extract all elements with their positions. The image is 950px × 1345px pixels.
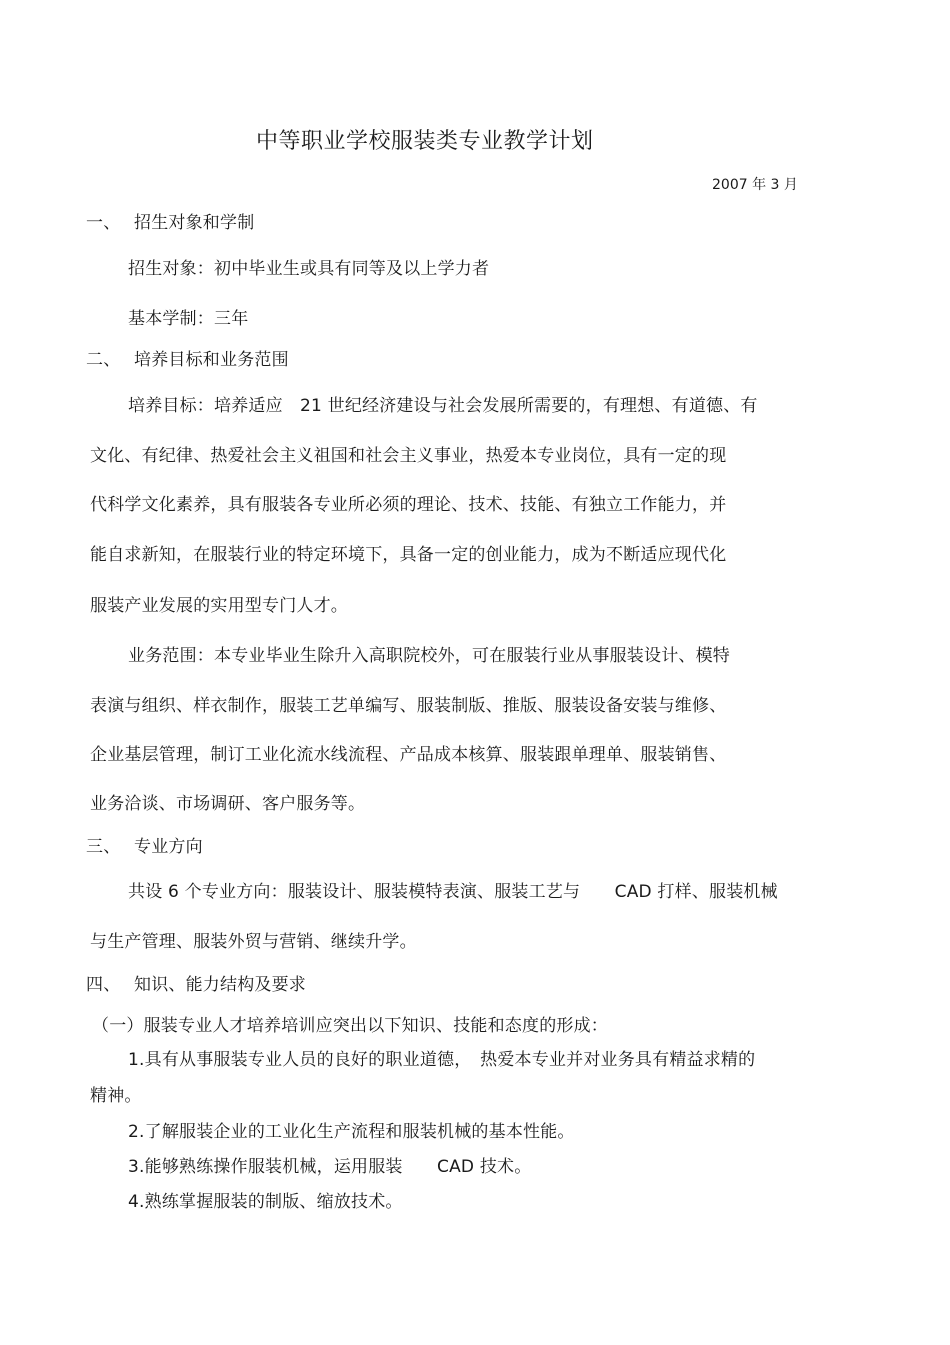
section-1-paragraph: 基本学制：三年 bbox=[128, 309, 249, 329]
section-2-heading: 培养目标和业务范围 bbox=[134, 350, 289, 370]
section-2-scope-line: 业务范围：本专业毕业生除升入高职院校外，可在服装行业从事服装设计、模特 bbox=[128, 646, 730, 666]
section-2-goal-line: 服装产业发展的实用型专门人才。 bbox=[90, 596, 348, 616]
section-3-number: 三、 bbox=[86, 837, 121, 857]
section-2-goal-line: 培养目标：培养适应 21 世纪经济建设与社会发展所需要的，有理想、有道德、有 bbox=[128, 396, 758, 416]
section-3-line: 共设 6 个专业方向：服装设计、服装模特表演、服装工艺与 CAD 打样、服装机械 bbox=[128, 882, 778, 902]
section-2-goal-line: 文化、有纪律、热爱社会主义祖国和社会主义事业，热爱本专业岗位，具有一定的现 bbox=[90, 446, 727, 466]
section-2-goal-line: 代科学文化素养，具有服装各专业所必须的理论、技术、技能、有独立工作能力，并 bbox=[90, 495, 727, 515]
section-4-subheading: （一）服装专业人才培养培训应突出以下知识、技能和态度的形成： bbox=[92, 1016, 608, 1036]
section-4-item: 精神。 bbox=[90, 1086, 142, 1106]
section-4-heading: 知识、能力结构及要求 bbox=[134, 975, 306, 995]
section-2-scope-line: 业务洽谈、市场调研、客户服务等。 bbox=[90, 794, 366, 814]
document-title: 中等职业学校服装类专业教学计划 bbox=[256, 129, 594, 154]
section-4-item: 1.具有从事服装专业人员的良好的职业道德， 热爱本专业并对业务具有精益求精的 bbox=[128, 1050, 756, 1070]
section-2-goal-line: 能自求新知，在服装行业的特定环境下，具备一定的创业能力，成为不断适应现代化 bbox=[90, 545, 727, 565]
section-1-heading: 招生对象和学制 bbox=[134, 213, 255, 233]
section-4-item: 3.能够熟练操作服装机械，运用服装 CAD 技术。 bbox=[128, 1157, 532, 1177]
section-3-line: 与生产管理、服装外贸与营销、继续升学。 bbox=[90, 932, 417, 952]
section-1-number: 一、 bbox=[86, 213, 121, 233]
section-2-number: 二、 bbox=[86, 350, 121, 370]
section-2-scope-line: 表演与组织、样衣制作，服装工艺单编写、服装制版、推版、服装设备安装与维修、 bbox=[90, 696, 727, 716]
section-4-item: 4.熟练掌握服装的制版、缩放技术。 bbox=[128, 1192, 403, 1212]
section-3-heading: 专业方向 bbox=[134, 837, 203, 857]
document-date: 2007 年 3 月 bbox=[712, 177, 798, 193]
section-2-scope-line: 企业基层管理，制订工业化流水线流程、产品成本核算、服装跟单理单、服装销售、 bbox=[90, 745, 727, 765]
section-4-number: 四、 bbox=[86, 975, 121, 995]
section-4-item: 2.了解服装企业的工业化生产流程和服装机械的基本性能。 bbox=[128, 1122, 575, 1142]
section-1-paragraph: 招生对象：初中毕业生或具有同等及以上学力者 bbox=[128, 259, 490, 279]
